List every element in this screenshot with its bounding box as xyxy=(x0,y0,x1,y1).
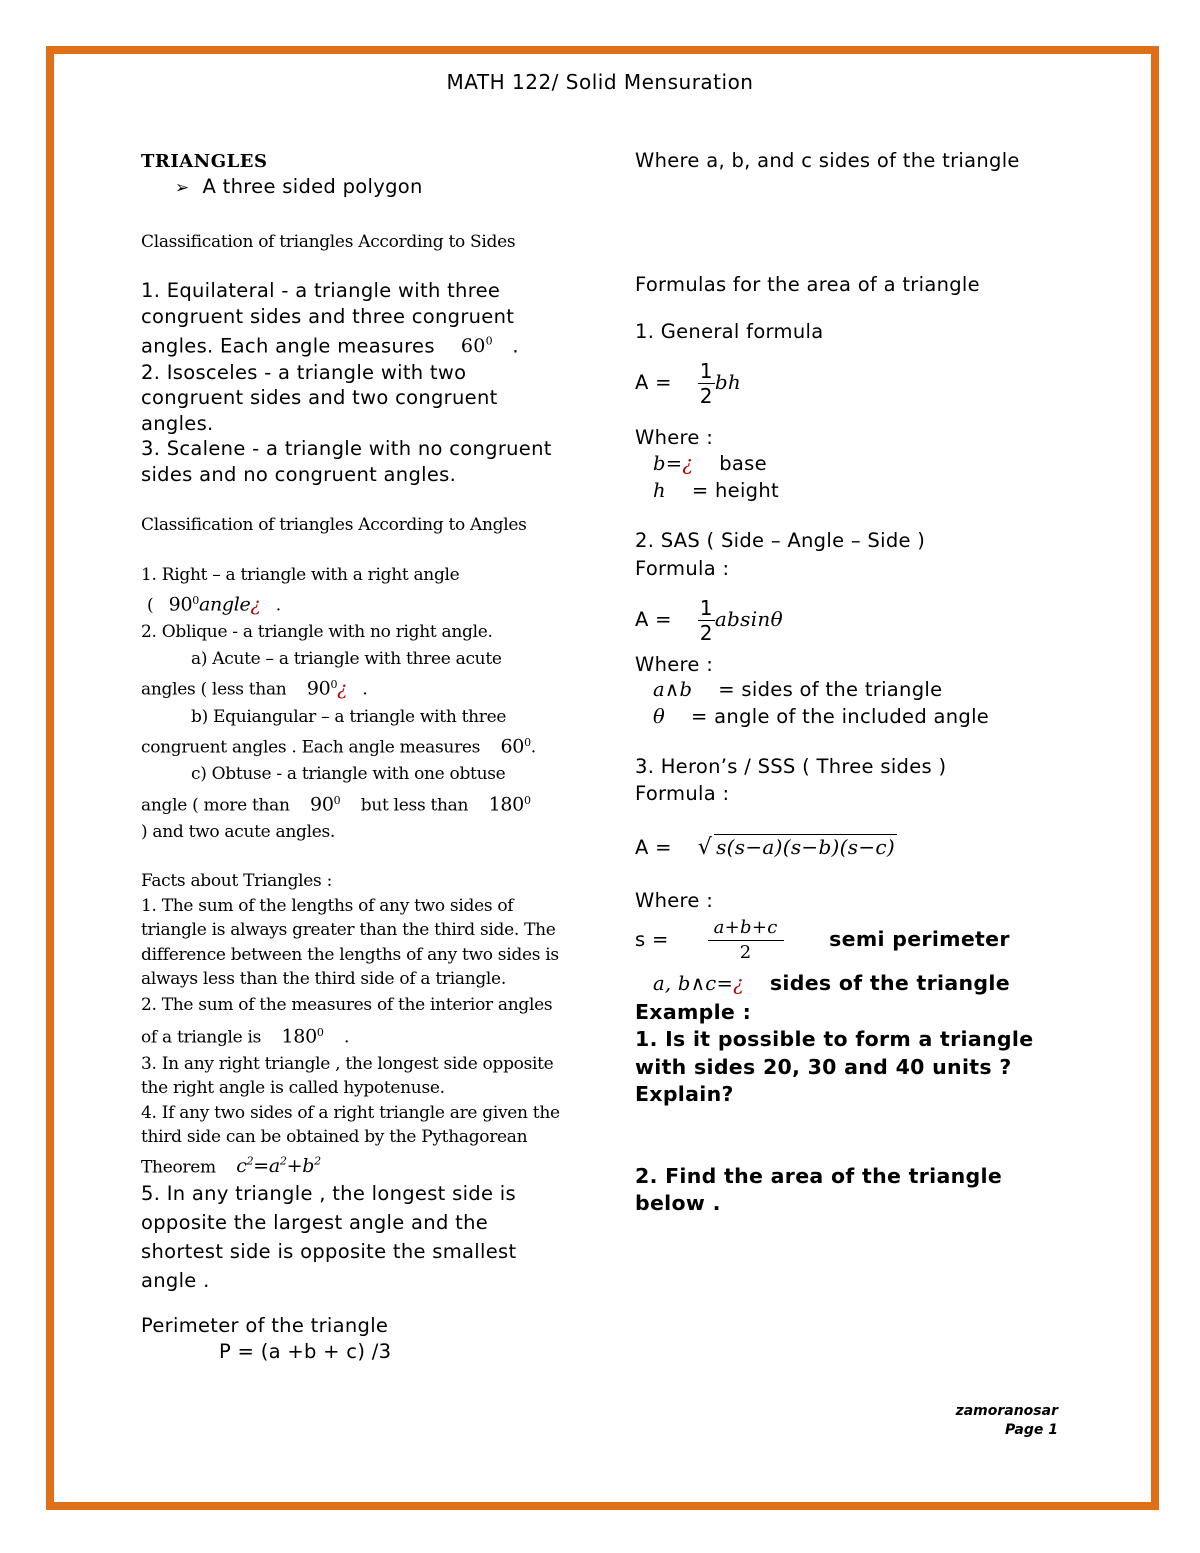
right-angle-expr: ( $90^0angle¿$ . xyxy=(147,593,281,616)
list-item: congruent angles . Each angle measures $60^0$. xyxy=(141,735,536,758)
sas-formula: A = $\frac{1}{2}$ absinθ xyxy=(635,595,783,645)
fact-3: 3. In any right triangle , the longest side opposite the right angle is called hypotenuse. xyxy=(141,1053,554,1099)
formulas-title: Formulas for the area of a triangle xyxy=(635,272,980,296)
bullet-item xyxy=(141,174,571,202)
formula-label: Formula : xyxy=(635,781,730,805)
heron-title: 3. Heron’s / SSS ( Three sides ) xyxy=(635,755,947,778)
s-fraction: $\frac{a+b+c}{2}$ xyxy=(708,916,784,965)
example-2: 2. Find the area of the triangle below . xyxy=(635,1163,1003,1215)
general-formula: A = $\frac{1}{2}$ bh xyxy=(635,358,742,408)
list-item: 1. Right – a triangle with a right angle xyxy=(141,564,460,585)
class-sides-title: Classification of triangles According to Sides xyxy=(141,231,516,252)
footer-page: Page 1 xyxy=(1005,1422,1058,1438)
fact-4: 4. If any two sides of a right triangle are given the third side can be obtained by the Pythagorean Theorem $c^2=a^2+b^2$ xyxy=(141,1102,560,1177)
sides-list xyxy=(141,278,571,487)
page-title: MATH 122/ Solid Mensuration xyxy=(446,70,754,94)
where-label: Where : xyxy=(635,425,714,449)
angles-list xyxy=(141,562,571,846)
where-label: Where : xyxy=(635,889,714,912)
perimeter-title: Perimeter of the triangle xyxy=(141,1314,389,1338)
list-item: 3. Scalene - a triangle with no congruent sides and no congruent angles. xyxy=(141,437,552,486)
example-1: 1. Is it possible to form a triangle with sides 20, 30 and 40 units ? Explain? xyxy=(635,1027,1034,1106)
example-title: Example : xyxy=(635,999,752,1024)
class-angles-title: Classification of triangles According to Angles xyxy=(141,515,527,536)
perimeter-formula: P = (a +b + c) /3 xyxy=(219,1339,392,1363)
right-column xyxy=(635,148,1055,1218)
half-fraction: $\frac{1}{2}$ xyxy=(699,595,713,645)
var-abc: a, b∧c=¿ sides of the triangle xyxy=(653,970,1010,995)
bullet-text: A three sided polygon xyxy=(202,175,423,198)
fact-2: 2. The sum of the measures of the interior angles of a triangle is $180^0$ . xyxy=(141,994,553,1048)
list-item: b) Equiangular – a triangle with three xyxy=(191,706,507,727)
sqrt-icon: √ xyxy=(697,834,713,860)
footer-author: zamoranosar xyxy=(955,1403,1058,1419)
var-theta: θ = angle of the included angle xyxy=(653,704,990,728)
sas-title: 2. SAS ( Side – Angle – Side ) xyxy=(635,529,926,552)
where-label: Where : xyxy=(635,652,714,676)
fact-1: 1. The sum of the lengths of any two sides of triangle is always greater than the third side. The difference between the lengths of any two sides is always less than the third side of a triangle. xyxy=(141,895,559,990)
sixty-degrees: $60^0$ xyxy=(460,335,493,358)
list-item: ) and two acute angles. xyxy=(141,821,336,842)
fact-5: 5. In any triangle , the longest side is opposite the largest angle and the shortest side is opposite the smallest angle . xyxy=(141,1182,517,1293)
list-item: c) Obtuse - a triangle with one obtuse xyxy=(191,764,506,785)
var-h: h = height xyxy=(653,479,779,502)
list-item: 2. Isosceles - a triangle with two congruent sides and two congruent angles. xyxy=(141,360,498,435)
list-item: a) Acute – a triangle with three acute xyxy=(191,648,502,669)
list-item: angle ( more than $90^0$ but less than $180^0$ xyxy=(141,793,531,816)
heron-formula: A = √ s(s−a)(s−b)(s−c) xyxy=(635,834,895,860)
formula-label: Formula : xyxy=(635,556,730,580)
footer xyxy=(956,1402,1058,1440)
facts-title: Facts about Triangles : xyxy=(141,871,333,892)
pythagorean-formula: $c^2=a^2+b^2$ xyxy=(236,1154,321,1177)
arrow-bullet-icon: ➢ xyxy=(175,178,190,198)
section-heading: TRIANGLES xyxy=(141,151,268,172)
half-fraction: $\frac{1}{2}$ xyxy=(699,358,713,408)
left-column xyxy=(141,150,571,1364)
list-item: 2. Oblique - a triangle with no right angle. xyxy=(141,622,493,643)
var-ab: a∧b = sides of the triangle xyxy=(653,678,943,701)
list-item: angles ( less than $90^0¿$ . xyxy=(141,678,368,701)
semi-perimeter-formula: s = $\frac{a+b+c}{2}$ semi perimeter xyxy=(635,916,1010,963)
list-item: 1. Equilateral - a triangle with three congruent sides and three congruent angles. Each angle measures $60^0$ . xyxy=(141,279,519,358)
var-b: b=¿ base xyxy=(653,452,767,475)
where-sides: Where a, b, and c sides of the triangle xyxy=(635,149,1020,172)
general-formula-title: 1. General formula xyxy=(635,320,824,343)
